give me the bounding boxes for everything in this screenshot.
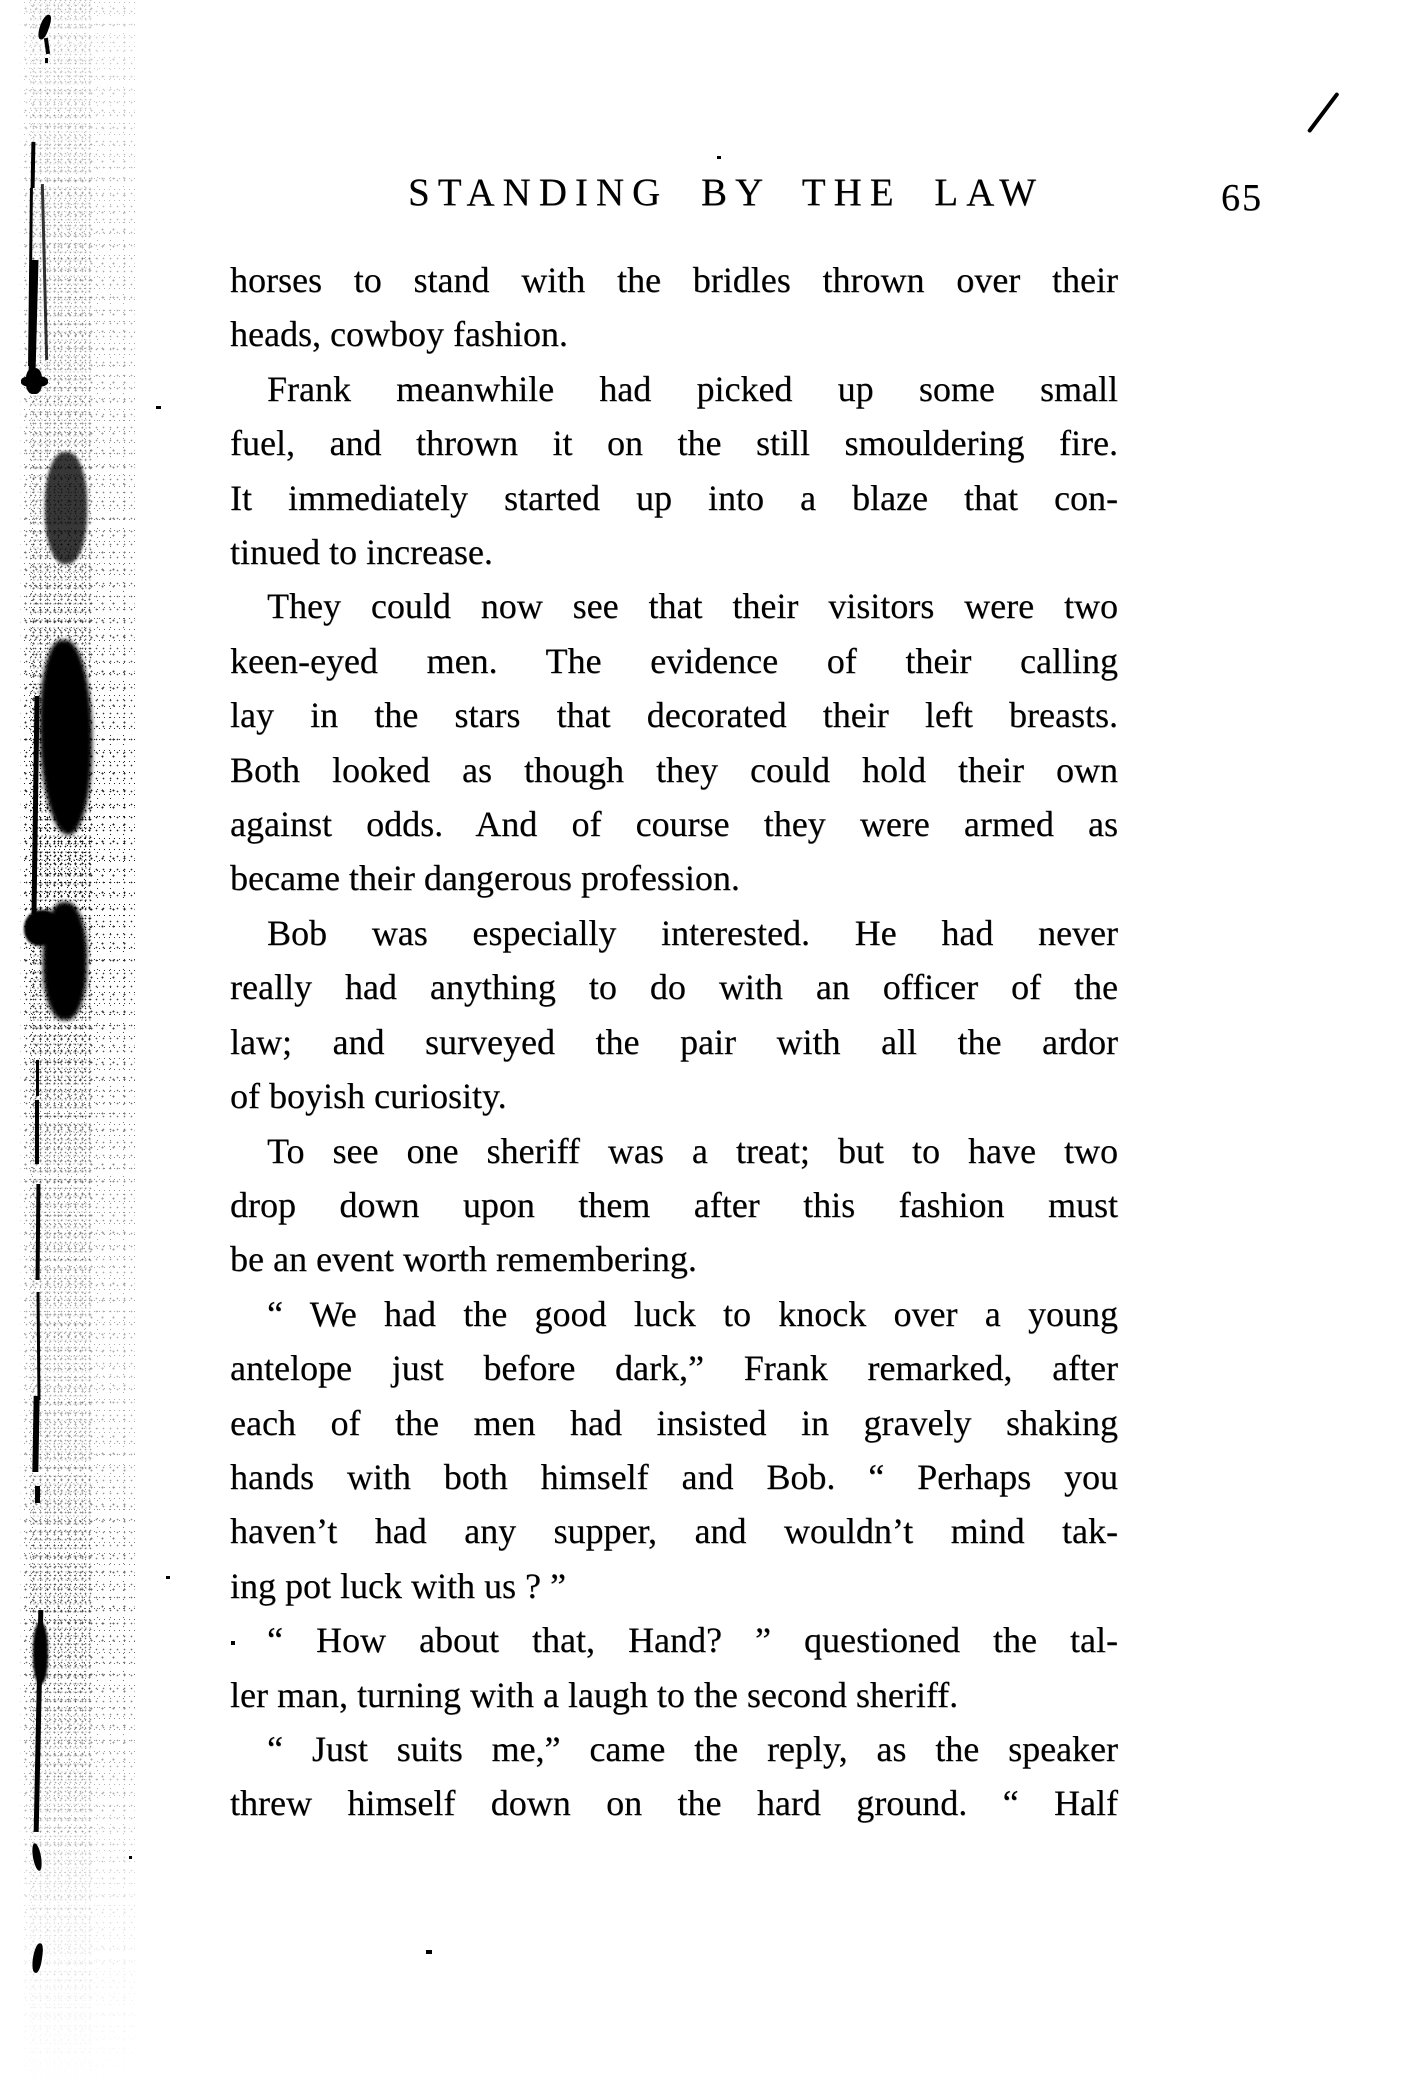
running-header-title: STANDING BY THE LAW [408, 171, 1044, 214]
text-line: really had anything to do with an officer of the [230, 967, 1118, 1008]
text-line: against odds. And of course they were armed as [230, 804, 1118, 845]
scan-speck [717, 156, 721, 159]
text-line: ler man, turning with a laugh to the second sheriff. [230, 1674, 959, 1715]
scan-speck [156, 406, 161, 409]
scan-speck [45, 58, 48, 63]
text-line: horses to stand with the bridles thrown over their [230, 260, 1118, 300]
text-line: tinued to increase. [230, 532, 493, 573]
scan-speck [426, 1950, 432, 1954]
text-line: lay in the stars that decorated their left breasts. [230, 695, 1118, 736]
text-line: drop down upon them after this fashion must [230, 1184, 1118, 1225]
scan-speck [129, 1856, 132, 1859]
text-line: be an event worth remembering. [230, 1239, 697, 1280]
paragraph [230, 362, 1118, 580]
text-line: To see one sheriff was a treat; but to have two [267, 1130, 1118, 1171]
scan-blot [33, 1622, 48, 1684]
text-line: It immediately started up into a blaze that con- [230, 477, 1118, 518]
text-line: law; and surveyed the pair with all the ardor [230, 1021, 1118, 1062]
paragraph [230, 1613, 1118, 1722]
text-line: haven’t had any supper, and wouldn’t mind tak- [230, 1511, 1118, 1552]
paragraph [230, 1287, 1118, 1613]
paragraph [230, 579, 1118, 905]
text-line: “ How about that, Hand? ” questioned the tal- [267, 1620, 1118, 1661]
page-body [230, 253, 1118, 1831]
text-line: Both looked as though they could hold their own [230, 749, 1118, 790]
scan-speck [166, 1576, 170, 1579]
scan-blot [43, 902, 87, 1020]
scan-smudge [21, 376, 48, 387]
text-line: keen-eyed men. The evidence of their calling [230, 640, 1118, 681]
scan-streak [31, 142, 36, 188]
scan-streak [35, 1100, 39, 1164]
scan-blot [45, 452, 87, 564]
text-line: Bob was especially interested. He had never [267, 912, 1118, 953]
text-line: heads, cowboy fashion. [230, 314, 568, 355]
text-line: became their dangerous profession. [230, 858, 740, 899]
text-line: of boyish curiosity. [230, 1076, 507, 1117]
text-line: “ We had the good luck to knock over a young [267, 1293, 1118, 1334]
text-line: ing pot luck with us ? ” [230, 1565, 566, 1606]
paragraph [230, 253, 1118, 362]
scan-streak [36, 1184, 41, 1280]
text-line: threw himself down on the hard ground. “ Half [230, 1783, 1118, 1824]
text-line: hands with both himself and Bob. “ Perhaps you [230, 1456, 1118, 1497]
scan-streak [36, 1060, 39, 1096]
text-line: fuel, and thrown it on the still smouldering fire. [230, 423, 1118, 464]
text-line: each of the men had insisted in gravely shaking [230, 1402, 1118, 1443]
scan-streak [35, 1486, 40, 1503]
paragraph [230, 1124, 1118, 1287]
page-number: 65 [1221, 177, 1263, 219]
paragraph [230, 1722, 1118, 1831]
text-line: They could now see that their visitors were two [267, 586, 1118, 627]
text-line: Frank meanwhile had picked up some small [267, 368, 1118, 409]
text-line: antelope just before dark,” Frank remarked, after [230, 1348, 1118, 1389]
text-line: “ Just suits me,” came the reply, as the speaker [267, 1728, 1118, 1769]
pen-mark-diagonal [1307, 92, 1340, 134]
paragraph [230, 906, 1118, 1124]
